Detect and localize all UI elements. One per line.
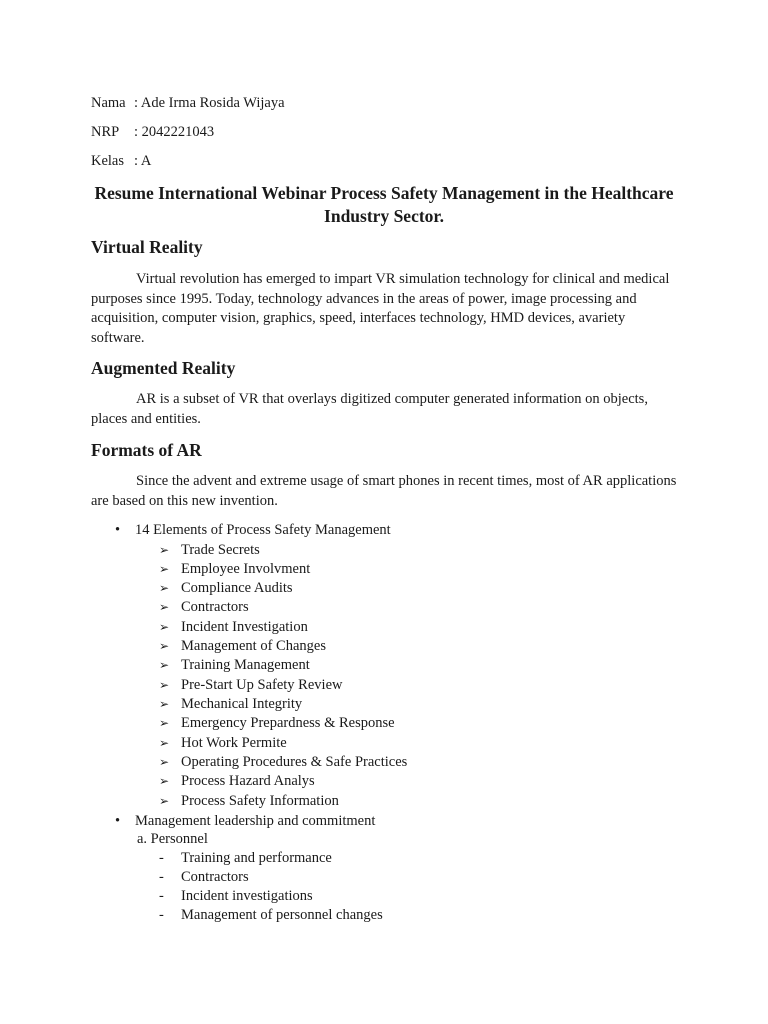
arrow-bullet-icon: ➢ — [159, 755, 170, 769]
list-item: ➢ Incident Investigation — [159, 619, 308, 635]
sub-item-personnel: a. Personnel — [137, 831, 208, 847]
arrow-bullet-icon: ➢ — [159, 736, 170, 750]
list-item: ➢ Process Hazard Analys — [159, 773, 315, 789]
arrow-bullet-icon: ➢ — [159, 543, 170, 557]
list-item: ➢ Process Safety Information — [159, 793, 339, 809]
bullet-elements-text: 14 Elements of Process Safety Management — [135, 522, 391, 538]
document-title — [80, 182, 688, 228]
list-item: - Incident investigations — [159, 888, 313, 904]
paragraph-formats-of-ar: Since the advent and extreme usage of smart phones in recent times, most of AR applications are based on this new invention. — [91, 473, 677, 509]
arrow-bullet-icon: ➢ — [159, 678, 170, 692]
bullet-management — [115, 812, 376, 831]
dash-bullet: - — [159, 850, 164, 866]
dash-bullet: - — [159, 888, 164, 904]
list-item: ➢ Operating Procedures & Safe Practices — [159, 754, 408, 770]
nrp-value: : 2042221043 — [134, 124, 215, 140]
nama-line — [91, 94, 285, 112]
bullet-glyph: • — [115, 813, 121, 829]
arrow-bullet-icon: ➢ — [159, 774, 170, 788]
kelas-value: : A — [134, 153, 152, 169]
arrow-bullet-icon: ➢ — [159, 716, 170, 730]
list-item: ➢ Mechanical Integrity — [159, 696, 303, 712]
list-item: ➢ Trade Secrets — [159, 542, 260, 558]
list-item: - Training and performance — [159, 850, 332, 866]
list-item: ➢ Management of Changes — [159, 638, 326, 654]
list-item: ➢ Hot Work Permite — [159, 735, 287, 751]
nrp-line — [91, 123, 214, 141]
arrow-bullet-icon: ➢ — [159, 794, 170, 808]
arrow-bullet-icon: ➢ — [159, 620, 170, 634]
title-line-1: Resume International Webinar Process Safety Management in the Healthcare — [94, 183, 674, 203]
dash-bullet: - — [159, 907, 164, 923]
nama-value: : Ade Irma Rosida Wijaya — [134, 95, 285, 111]
paragraph-virtual-reality: Virtual revolution has emerged to impart VR simulation technology for clinical and medical purposes since 1995. Today, technology advances in the areas of power, image processing and acquisition, computer vision, graphics, speed, interfaces technology, HMD devices, avariety software. — [91, 271, 670, 346]
arrow-bullet-icon: ➢ — [159, 658, 170, 672]
list-item: ➢ Emergency Prepardness & Response — [159, 715, 395, 731]
bullet-elements — [115, 521, 391, 540]
kelas-line — [91, 152, 151, 170]
list-item: - Management of personnel changes — [159, 907, 383, 923]
bullet-management-text: Management leadership and commitment — [135, 813, 376, 829]
arrow-bullet-icon: ➢ — [159, 697, 170, 711]
arrow-bullet-icon: ➢ — [159, 600, 170, 614]
arrow-bullet-icon: ➢ — [159, 639, 170, 653]
paragraph-augmented-reality: AR is a subset of VR that overlays digitized computer generated information on objects, places and entities. — [91, 391, 648, 427]
list-item: ➢ Pre-Start Up Safety Review — [159, 677, 343, 693]
list-item: ➢ Employee Involvment — [159, 561, 311, 577]
list-item: - Contractors — [159, 869, 249, 885]
list-item: ➢ Training Management — [159, 657, 310, 673]
arrow-bullet-icon: ➢ — [159, 562, 170, 576]
heading-virtual-reality: Virtual Reality — [91, 237, 203, 257]
list-item: ➢ Compliance Audits — [159, 580, 293, 596]
nama-label: Nama — [91, 95, 126, 111]
heading-augmented-reality: Augmented Reality — [91, 358, 236, 378]
title-line-2: Industry Sector. — [324, 206, 444, 226]
bullet-glyph: • — [115, 522, 121, 538]
arrow-bullet-icon: ➢ — [159, 581, 170, 595]
list-item: ➢ Contractors — [159, 599, 249, 615]
kelas-label: Kelas — [91, 153, 125, 169]
dash-bullet: - — [159, 869, 164, 885]
nrp-label: NRP — [91, 124, 120, 140]
heading-formats-of-ar: Formats of AR — [91, 440, 202, 460]
